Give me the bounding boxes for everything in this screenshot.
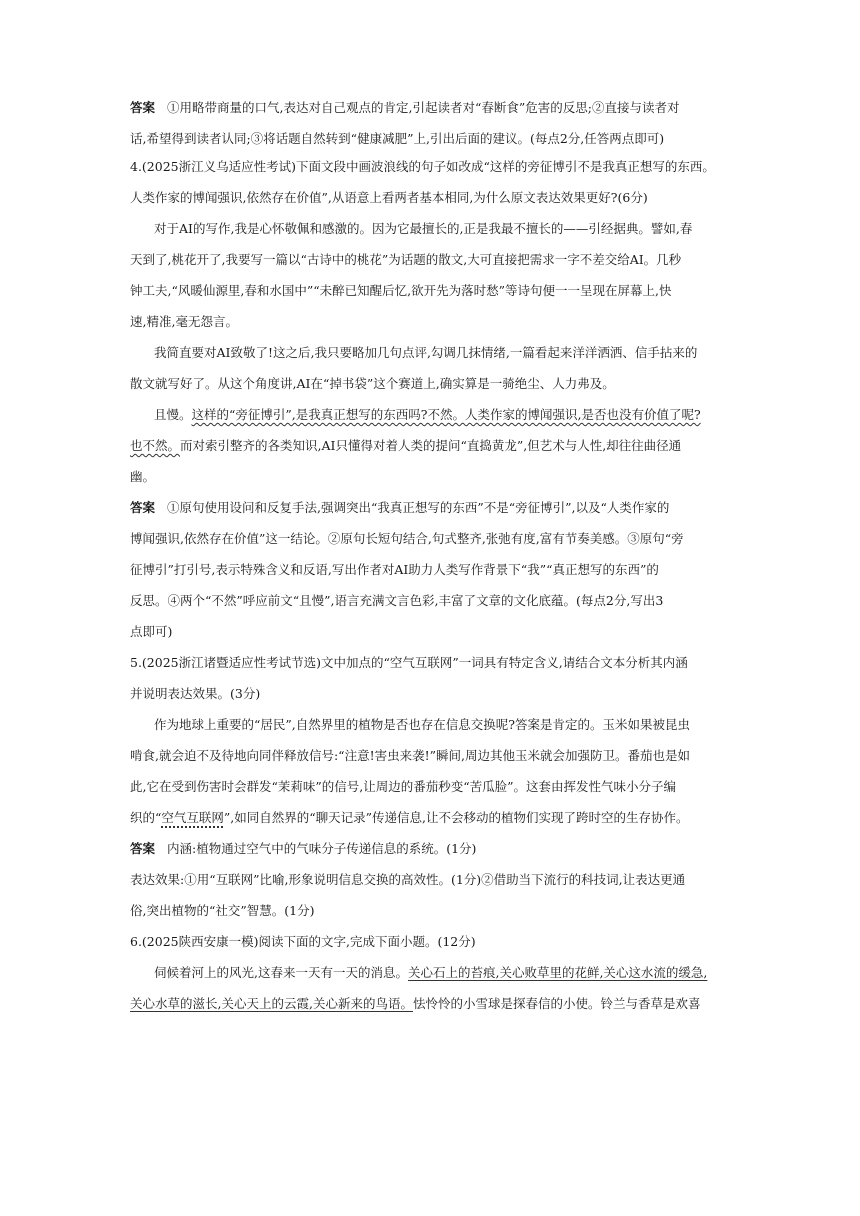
q6-stem-line-1: 6.(2025陕西安康一模)阅读下面的文字,完成下面小题。(12分): [130, 934, 476, 949]
q4-answer-line-5: 点即可): [130, 624, 173, 639]
q4-answer-line-1: [130, 500, 738, 516]
q4-stem-line-1: 4.(2025浙江义乌适应性考试)下面文段中画波浪线的句子如改成“这样的旁征博引不是我真正想写的东西。: [130, 159, 715, 174]
q4-passage-p1-line-4: 速,精准,毫无怨言。: [130, 314, 238, 329]
q3-answer-line-1: [130, 100, 738, 116]
q5-passage-line-3: 此,它在受到伤害时会群发“茉莉味”的信号,让周边的番茄秒变“苦瓜脸”。这套由挥发性气味小分子编: [130, 779, 677, 794]
q4-passage-p3-line-2: [130, 438, 738, 454]
answer-text: ①用略带商量的口气,表达对自己观点的肯定,引起读者对“春断食”危害的反思;②直接与读者对: [167, 100, 680, 115]
q6-passage-line-1: [130, 965, 738, 981]
answer-text: ①原句使用设问和反复手法,强调突出“我真正想写的东西”不是“旁征博引”,以及“人类作家的: [167, 500, 670, 515]
q3-answer-line-2: 话,希望得到读者认同;③将话题自然转到“健康减肥”上,引出后面的建议。(每点2分,任答两点即可): [130, 131, 665, 146]
q4-answer-line-3: 征博引”打引号,表示特殊含义和反语,写出作者对AI助力人类写作背景下“我”“真正想写的东西”的: [130, 562, 659, 577]
q4-passage-p2-line-1: 我简直要对AI致敬了!这之后,我只要略加几句点评,勾调几抹情绪,一篇看起来洋洋洒洒、信手拈来的: [154, 345, 698, 360]
q5-passage-line-1: 作为地球上重要的“居民”,自然界里的植物是否也存在信息交换呢?答案是肯定的。玉米如果被昆虫: [154, 717, 690, 732]
answer-label: 答案: [130, 500, 156, 515]
answer-label: 答案: [130, 100, 156, 115]
q6-passage-line-2: [130, 996, 738, 1012]
q4-passage-p2-line-2: 散文就写好了。从这个角度讲,AI在“掉书袋”这个赛道上,确实算是一骑绝尘、人力弗及。: [130, 376, 615, 391]
underlined-sentence: 关心水草的滋长,关心天上的云霞,关心新来的鸟语。: [130, 996, 413, 1011]
passage-text: ”,如同自然界的“聊天记录”传递信息,让不会移动的植物们实现了跨时空的生存协作。: [223, 810, 689, 825]
q5-answer-line-2: 表达效果:①用“互联网”比喻,形象说明信息交换的高效性。(1分)②借助当下流行的科技词,让表达更通: [130, 872, 686, 887]
q4-passage-p1-line-1: 对于AI的写作,我是心怀敬佩和感激的。因为它最擅长的,正是我最不擅长的——引经据典。譬如,春: [154, 221, 693, 236]
passage-text: 且慢。: [154, 407, 192, 422]
q5-stem-line-1: 5.(2025浙江诸暨适应性考试节选)文中加点的“空气互联网”一词具有特定含义,请结合文本分析其内涵: [130, 655, 688, 670]
q5-passage-line-2: 啃食,就会迫不及待地向同伴释放信号:“注意!害虫来袭!”瞬间,周边其他玉米就会加强防卫。番茄也是如: [130, 748, 690, 763]
wavy-underlined-sentence: 也不然。: [130, 438, 181, 453]
answer-text: 内涵:植物通过空气中的气味分子传递信息的系统。(1分): [167, 841, 477, 856]
passage-text: 而对索引整齐的各类知识,AI只懂得对着人类的提问“直捣黄龙”,但艺术与人性,却往往曲径通: [180, 438, 682, 453]
q4-stem-line-2: 人类作家的博闻强识,依然存在价值”,从语意上看两者基本相同,为什么原文表达效果更好?(6分): [130, 190, 648, 205]
q5-answer-line-1: [130, 841, 738, 857]
q4-passage-p3-line-3: 幽。: [130, 469, 156, 484]
q4-passage-p3-line-1: [130, 407, 738, 423]
passage-text: 怯怜怜的小雪球是探春信的小使。铃兰与香草是欢喜: [412, 996, 701, 1011]
passage-text: 织的“: [130, 810, 162, 825]
q4-answer-line-4: 反思。④两个“不然”呼应前文“且慢”,语言充满文言色彩,丰富了文章的文化底蕴。(每点2分,写出3: [130, 593, 664, 608]
dotted-emphasis-term: 空气互联网: [161, 810, 224, 825]
q5-stem-line-2: 并说明表达效果。(3分): [130, 686, 261, 701]
q5-passage-line-4: [130, 810, 738, 826]
wavy-underlined-sentence: 这样的“旁征博引”,是我真正想写的东西吗?不然。人类作家的博闻强识,是否也没有价值了呢?: [191, 407, 701, 422]
q4-answer-line-2: 博闻强识,依然存在价值”这一结论。②原句长短句结合,句式整齐,张弛有度,富有节奏美感。③原句“旁: [130, 531, 684, 546]
answer-label: 答案: [130, 841, 156, 856]
document-page: [130, 100, 738, 1012]
underlined-sentence: 关心石上的苔痕,关心败草里的花鲜,关心这水流的缓急,: [407, 965, 708, 980]
q5-answer-line-3: 俗,突出植物的“社交”智慧。(1分): [130, 903, 315, 918]
passage-text: 伺候着河上的风光,这春来一天有一天的消息。: [154, 965, 408, 980]
q4-passage-p1-line-3: 钟工夫,“风暖仙源里,春和水国中”“未醉已知醒后忆,欲开先为落时愁”等诗句便一一呈现在屏幕上,快: [130, 283, 672, 298]
q4-passage-p1-line-2: 天到了,桃花开了,我要写一篇以“古诗中的桃花”为话题的散文,大可直接把需求一字不差交给AI。几秒: [130, 252, 682, 267]
